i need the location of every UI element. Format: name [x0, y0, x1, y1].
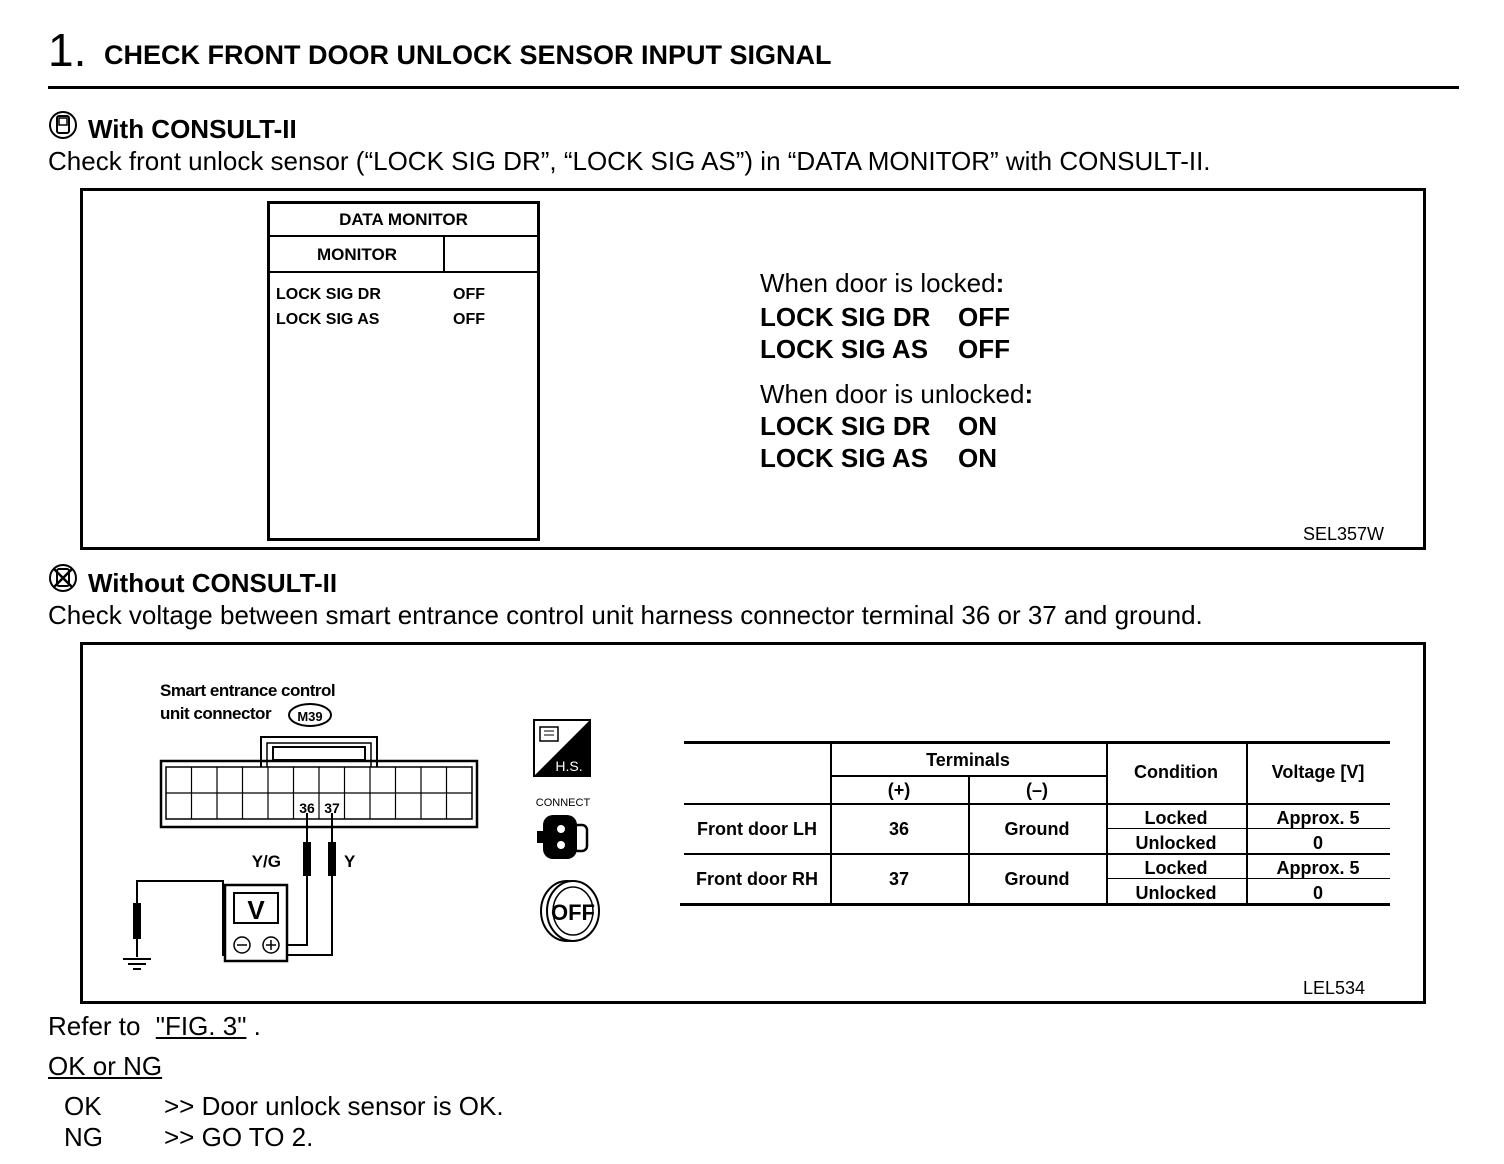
row-name: Front door RH: [696, 869, 818, 889]
result-code: NG: [64, 1122, 103, 1152]
figure-code: SEL357W: [1303, 524, 1385, 544]
connect-label: CONNECT: [535, 797, 591, 809]
wire-color-left: Y/G: [251, 852, 281, 871]
row-condition: Locked: [1144, 808, 1208, 828]
figure-code: LEL534: [1303, 978, 1366, 998]
locked-row-value: OFF: [958, 302, 1010, 332]
row-plus: 37: [888, 869, 910, 889]
data-monitor-title: DATA MONITOR: [339, 210, 468, 229]
without-consult-instruction: Check voltage between smart entrance control unit harness connector terminal 36 or 37 and ground.: [48, 600, 1203, 630]
divider: [443, 235, 445, 272]
locked-caption: When door is locked:: [760, 268, 1005, 298]
monitor-row-label: LOCK SIG DR: [276, 286, 381, 303]
monitor-column-header: MONITOR: [317, 245, 397, 264]
unlocked-row-label: LOCK SIG AS: [760, 443, 929, 473]
row-voltage: 0: [1312, 833, 1323, 853]
unlocked-row-value: ON: [958, 411, 997, 441]
row-condition: Unlocked: [1135, 833, 1217, 853]
header-rule: [48, 86, 1459, 89]
row-voltage: Approx. 5: [1276, 808, 1360, 828]
data-monitor-screen: [267, 201, 540, 541]
fig-3-link[interactable]: "FIG. 3": [155, 1011, 247, 1041]
no-consult-icon: [48, 563, 80, 595]
monitor-row-label: LOCK SIG AS: [276, 311, 380, 328]
voltmeter-label: V: [247, 895, 265, 925]
unlocked-row-value: ON: [958, 443, 997, 473]
connect-icon: [531, 795, 595, 863]
result-code: OK: [64, 1091, 102, 1121]
voltage-figure-frame: [80, 642, 1426, 1004]
terminals-header: Terminals: [926, 750, 1010, 770]
monitor-row-value: OFF: [453, 311, 485, 328]
connector-label: unit connector: [160, 704, 272, 723]
terminal-36-label: 36: [299, 800, 315, 816]
row-condition: Locked: [1144, 858, 1208, 878]
terminal-37-label: 37: [324, 800, 340, 816]
with-consult-heading: With CONSULT-II: [88, 114, 297, 144]
divider: [270, 271, 537, 273]
row-voltage: Approx. 5: [1276, 858, 1360, 878]
off-label: OFF: [551, 900, 595, 925]
row-plus: 36: [888, 819, 910, 839]
consult-icon: [48, 110, 80, 142]
minus-header: (–): [1026, 780, 1048, 800]
row-minus: Ground: [1004, 819, 1070, 839]
probe-left: [303, 842, 311, 876]
voltage-header: Voltage [V]: [1271, 762, 1365, 782]
condition-header: Condition: [1134, 762, 1218, 782]
result-action: >> GO TO 2.: [164, 1122, 314, 1152]
refer-prefix: Refer to: [48, 1011, 141, 1041]
locked-row-value: OFF: [958, 334, 1010, 364]
connector-id: M39: [297, 709, 323, 724]
divider: [270, 235, 537, 237]
connector-cavities: [166, 767, 472, 819]
locked-row-label: LOCK SIG DR: [760, 302, 931, 332]
connector-id-badge: [289, 704, 331, 726]
monitor-row-value: OFF: [453, 286, 485, 303]
row-name: Front door LH: [697, 819, 817, 839]
locked-row-label: LOCK SIG AS: [760, 334, 929, 364]
with-consult-instruction: Check front unlock sensor (“LOCK SIG DR”, “LOCK SIG AS”) in “DATA MONITOR” with CONSULT-II.: [48, 146, 1211, 176]
plus-header: (+): [887, 780, 911, 800]
ignition-off-icon: [535, 875, 603, 945]
probe-right: [328, 842, 336, 876]
row-voltage: 0: [1312, 883, 1323, 903]
without-consult-heading: Without CONSULT-II: [88, 568, 338, 598]
hs-label: H.S.: [555, 758, 583, 774]
unlocked-caption: When door is unlocked:: [760, 379, 1034, 409]
consult-figure-frame: [80, 188, 1426, 550]
result-action: >> Door unlock sensor is OK.: [164, 1091, 504, 1121]
harness-side-icon: [533, 719, 591, 777]
row-minus: Ground: [1004, 869, 1070, 889]
ground-symbol: [123, 959, 151, 969]
connector-wiring-diagram: [113, 697, 533, 987]
voltage-table: [680, 741, 1390, 911]
wire-color-right: Y: [344, 852, 356, 871]
connector-label: Smart entrance control: [160, 681, 336, 700]
ok-ng-heading: OK or NG: [48, 1051, 163, 1081]
row-condition: Unlocked: [1135, 883, 1217, 903]
step-number: 1.: [48, 24, 87, 76]
step-title: CHECK FRONT DOOR UNLOCK SENSOR INPUT SIGNAL: [104, 40, 832, 70]
refer-line: [48, 1010, 261, 1042]
unlocked-row-label: LOCK SIG DR: [760, 411, 931, 441]
refer-suffix: .: [253, 1011, 261, 1041]
ground-probe: [133, 903, 141, 939]
